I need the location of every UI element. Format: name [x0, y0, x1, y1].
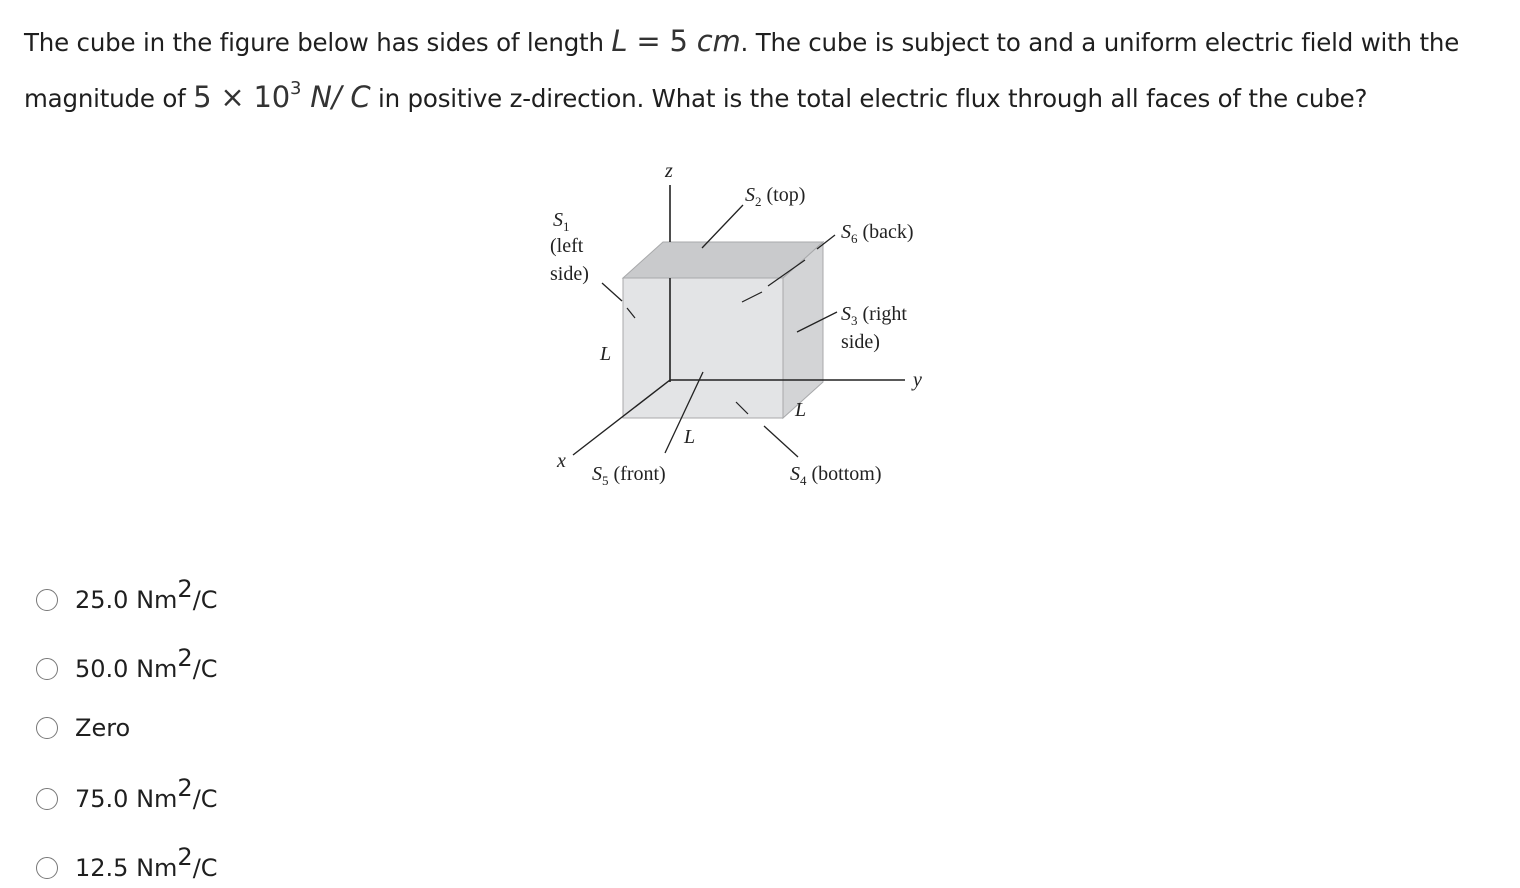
- s4-name: (bottom): [806, 463, 882, 485]
- question-line-1: [24, 24, 1459, 58]
- s1-subscript: 1: [563, 219, 570, 234]
- y-axis-label: y: [913, 369, 922, 391]
- option-unit-tail: /C: [192, 854, 218, 882]
- radio-option-50-0[interactable]: [36, 658, 58, 680]
- length-value: = 5: [627, 24, 697, 58]
- s1-label-line1: (left: [550, 235, 584, 257]
- s4-letter: S: [790, 463, 800, 485]
- option-label: [75, 843, 218, 882]
- s5-name: (front): [608, 463, 666, 485]
- s1-symbol: [553, 209, 570, 234]
- front-edge-length-label: L: [684, 426, 696, 448]
- option-25-0[interactable]: [36, 575, 218, 620]
- option-50-0[interactable]: [36, 644, 218, 689]
- option-value: 50.0 Nm: [75, 655, 178, 683]
- option-label: [75, 575, 218, 614]
- question-line-2: [24, 80, 1367, 114]
- s4-leader-outer: [764, 426, 798, 457]
- s1-letter: S: [553, 209, 563, 231]
- s3-name: (right: [857, 303, 907, 325]
- right-edge-length-label: L: [795, 399, 807, 421]
- radio-option-zero[interactable]: [36, 717, 58, 739]
- option-75-0[interactable]: [36, 774, 218, 819]
- s5-subscript: 5: [602, 473, 609, 488]
- radio-option-12-5[interactable]: [36, 857, 58, 879]
- s4-subscript: 4: [800, 473, 807, 488]
- radio-option-75-0[interactable]: [36, 788, 58, 810]
- question-text-2a: magnitude of: [24, 84, 194, 113]
- option-12-5[interactable]: [36, 843, 218, 888]
- s1-label-line2: side): [550, 263, 589, 285]
- s4-label: [790, 463, 882, 488]
- s3-label-line2: side): [841, 331, 880, 353]
- length-unit: cm: [696, 24, 741, 58]
- option-exponent: 2: [177, 843, 193, 871]
- option-exponent: 2: [177, 644, 193, 672]
- option-value: 25.0 Nm: [75, 586, 178, 614]
- x-axis-label: x: [557, 450, 566, 472]
- s3-label-line1: [841, 303, 907, 328]
- s1-leader: [602, 283, 622, 301]
- s3-letter: S: [841, 303, 851, 325]
- s6-label: [841, 221, 914, 246]
- s5-label: [592, 463, 666, 488]
- question-text-1a: The cube in the figure below has sides of length: [24, 28, 612, 57]
- length-variable: L: [611, 24, 628, 58]
- s2-subscript: 2: [755, 194, 762, 209]
- option-label: [75, 774, 218, 813]
- option-value: Zero: [75, 714, 131, 742]
- s2-label: [745, 184, 805, 209]
- cube-figure: [540, 150, 960, 510]
- option-value: 75.0 Nm: [75, 785, 178, 813]
- s6-letter: S: [841, 221, 851, 243]
- length-expression: [611, 24, 740, 58]
- question-text-1b: . The cube is subject to and a uniform electric field with the: [740, 28, 1460, 57]
- left-edge-length-label: L: [600, 343, 612, 365]
- field-expression: [193, 80, 370, 114]
- field-unit: N/ C: [301, 80, 371, 114]
- s6-subscript: 6: [851, 231, 858, 246]
- option-unit-tail: /C: [192, 785, 218, 813]
- field-exponent: 3: [290, 78, 302, 99]
- s2-letter: S: [745, 184, 755, 206]
- option-unit-tail: /C: [192, 586, 218, 614]
- option-value: 12.5 Nm: [75, 854, 178, 882]
- option-label: [75, 644, 218, 683]
- radio-option-25-0[interactable]: [36, 589, 58, 611]
- field-mantissa: 5 × 10: [193, 80, 291, 114]
- s5-letter: S: [592, 463, 602, 485]
- option-label: [75, 714, 130, 742]
- option-unit-tail: /C: [192, 655, 218, 683]
- option-exponent: 2: [177, 575, 193, 603]
- option-zero[interactable]: [36, 708, 130, 748]
- option-exponent: 2: [177, 774, 193, 802]
- s2-name: (top): [761, 184, 806, 206]
- question-text-2b: in positive z-direction. What is the total electric flux through all faces of the cube?: [370, 84, 1368, 113]
- z-axis-label: z: [665, 160, 673, 182]
- s6-name: (back): [857, 221, 914, 243]
- s3-subscript: 3: [851, 313, 858, 328]
